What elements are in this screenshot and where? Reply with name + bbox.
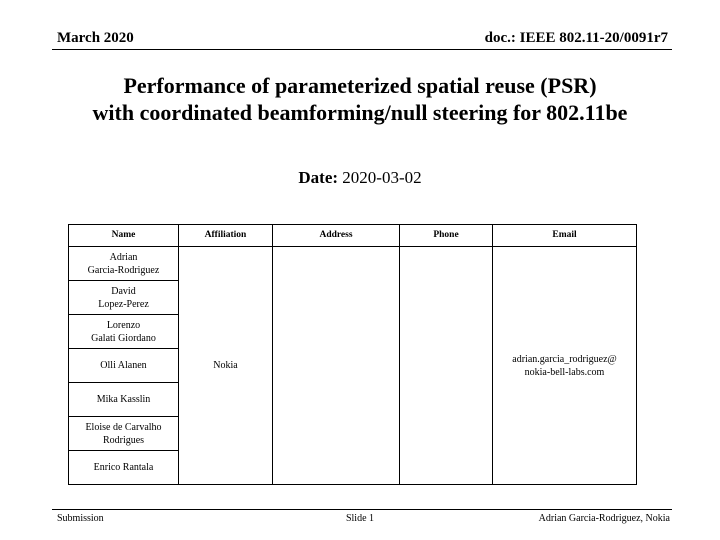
author-name-line: Garcia-Rodriguez — [87, 264, 160, 276]
author-name-line: Mika Kasslin — [96, 394, 151, 405]
footer-author: Adrian Garcia-Rodriguez, Nokia — [538, 513, 670, 524]
header-rule — [52, 49, 672, 50]
title-line-2: with coordinated beamforming/null steering for 802.11be — [92, 100, 628, 125]
author-name-line: Lorenzo — [106, 319, 141, 331]
authors-table — [68, 224, 637, 485]
slide-title — [20, 72, 700, 126]
phone-cell — [400, 247, 493, 485]
author-name-cell — [69, 417, 179, 451]
author-name-cell — [69, 281, 179, 315]
affiliation-cell: Nokia — [179, 247, 273, 485]
author-name-cell — [69, 451, 179, 485]
date-label: Date: — [298, 168, 339, 187]
author-name-line: David — [111, 285, 136, 297]
date-value: 2020-03-02 — [342, 168, 422, 187]
header-date: March 2020 — [57, 30, 134, 46]
author-name-cell — [69, 349, 179, 383]
author-name-line: Rodrigues — [102, 434, 145, 446]
author-name-cell — [69, 315, 179, 349]
author-name-line: Lopez-Perez — [98, 298, 149, 310]
author-name-line: Eloise de Carvalho — [85, 421, 162, 433]
email-line: nokia-bell-labs.com — [524, 366, 605, 378]
date-line — [0, 168, 720, 188]
email-line: adrian.garcia_rodriguez@ — [512, 353, 617, 365]
author-name-cell — [69, 383, 179, 417]
column-header-phone: Phone — [400, 225, 493, 247]
title-line-1: Performance of parameterized spatial reuse (PSR) — [123, 73, 597, 98]
footer-slide-number: Slide 1 — [345, 513, 375, 524]
footer-rule — [52, 509, 672, 510]
column-header-address: Address — [273, 225, 400, 247]
author-name-line: Galati Giordano — [91, 332, 156, 344]
address-cell — [273, 247, 400, 485]
author-name-line: Adrian — [109, 251, 138, 263]
email-cell — [493, 247, 637, 485]
table-row — [69, 247, 637, 281]
footer-submission: Submission — [57, 513, 104, 524]
column-header-email: Email — [493, 225, 637, 247]
author-name-cell — [69, 247, 179, 281]
column-header-name: Name — [69, 225, 179, 247]
author-name-line: Olli Alanen — [100, 360, 147, 371]
column-header-affiliation: Affiliation — [179, 225, 273, 247]
header-doc-id: doc.: IEEE 802.11-20/0091r7 — [484, 30, 668, 46]
table-header-row — [69, 225, 637, 247]
author-name-line: Enrico Rantala — [93, 462, 154, 473]
